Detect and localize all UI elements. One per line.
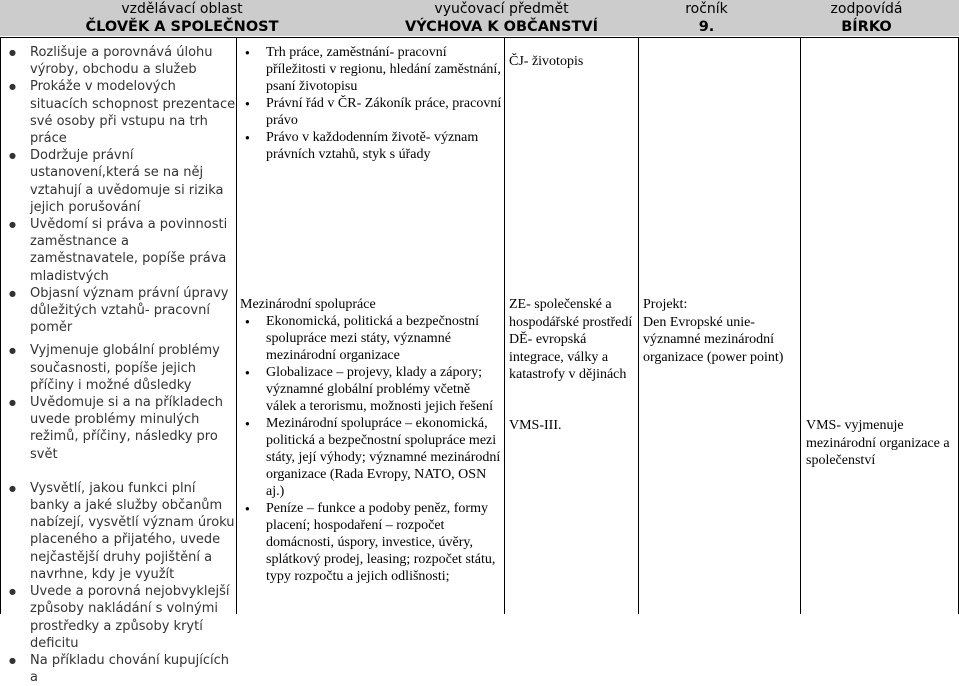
- content-item: ● Právo v každodenním životě- význam právních vztahů, styk s úřady: [240, 129, 502, 163]
- outcome-item: ● Uvede a porovná nejobvyklejší způsoby nakládání s volnými prostředky a způsoby krytí deficitu: [4, 583, 236, 652]
- outcome-item: ● Na příkladu chování kupujících a: [4, 652, 236, 686]
- header-cell-grade: [639, 0, 774, 36]
- header-label-area: vzdělávací oblast: [121, 1, 243, 17]
- content-item: ● Ekonomická, politická a bezpečnostní spolupráce mezi státy, významné mezinárodní organizace: [240, 313, 502, 364]
- content-item: ● Právní řád v ČR- Zákoník práce, pracovní právo: [240, 95, 502, 129]
- table-top-border: [0, 37, 959, 38]
- outcome-item: ● Uvědomí si práva a povinnosti zaměstnance a zaměstnavatele, popíše práva mladistvých: [4, 216, 236, 285]
- crosslink-1: ČJ- životopis: [509, 54, 584, 69]
- outcomes-list-1: [4, 44, 236, 336]
- notes-text: VMS- vyjmenuje mezinárodní organizace a společenství: [806, 418, 950, 468]
- header-cell-area: [0, 0, 364, 36]
- outcome-item: ● Uvědomuje si a na příkladech uvede problémy minulých režimů, příčiny, následky pro svět: [4, 394, 236, 463]
- column-divider: [638, 37, 639, 614]
- crosslink-line: DĚ- evropská integrace, války a katastrofy v dějinách: [509, 332, 627, 382]
- content-item: ● Globalizace – projevy, klady a zápory; významné globální problémy včetně válek a terorismu, možnosti jejich řešení: [240, 364, 502, 415]
- column-divider: [504, 37, 505, 614]
- content-item: ● Mezinárodní spolupráce – ekonomická, politická a bezpečnostní spolupráce mezi státy, její výhody; významné mezinárodní organizace (Rada Evropy, NATO, OSN aj.): [240, 415, 502, 500]
- outcome-item: ● Vyjmenuje globální problémy současnosti, popíše jejich příčiny i možné důsledky: [4, 342, 236, 394]
- header-label-subject: vyučovací předmět: [434, 1, 569, 17]
- header-value-area: ČLOVĚK A SPOLEČNOST: [85, 19, 279, 35]
- crosslink-3: VMS-III.: [509, 418, 562, 433]
- header-value-responsible: BÍRKO: [841, 19, 892, 35]
- content-list-1: [240, 44, 502, 163]
- content-item: ● Trh práce, zaměstnání- pracovní příležitosti v regionu, hledání zaměstnání, psaní životopisu: [240, 44, 502, 95]
- outcome-item: ● Rozlišuje a porovnává úlohu výroby, obchodu a služeb: [4, 44, 236, 78]
- outcome-item: ● Dodržuje právní ustanovení,která se na něj vztahují a uvědomuje si rizika jejich porušování: [4, 147, 236, 216]
- content-list-2: [240, 313, 502, 585]
- header-label-grade: ročník: [685, 1, 728, 17]
- header-value-grade: 9.: [698, 19, 715, 35]
- crosslink-2: [509, 296, 637, 384]
- content-column-bottom: [240, 296, 502, 585]
- column-divider: [0, 37, 1, 614]
- outcomes-list-3: [4, 480, 236, 686]
- content-column-top: [240, 44, 502, 163]
- project-label: Projekt:: [643, 297, 688, 312]
- section-title: Mezinárodní spolupráce: [240, 297, 376, 312]
- project-note: [643, 296, 797, 366]
- header-band: [0, 0, 959, 36]
- header-label-responsible: zodpovídá: [830, 1, 903, 17]
- outcome-item: ● Objasní význam právní úpravy důležitých vztahů- pracovní poměr: [4, 285, 236, 337]
- outcome-item: ● Prokáže v modelových situacích schopnost prezentace své osoby při vstupu na trh práce: [4, 78, 236, 147]
- outcomes-list-2: [4, 342, 236, 462]
- header-cell-subject: [364, 0, 639, 36]
- outcomes-column: [4, 44, 236, 686]
- crosslink-line: ZE- společenské a hospodářské prostředí: [509, 297, 633, 330]
- header-cell-responsible: [774, 0, 959, 36]
- project-text: Den Evropské unie- významné mezinárodní organizace (power point): [643, 314, 784, 365]
- column-divider: [800, 37, 801, 614]
- column-divider: [236, 37, 237, 614]
- header-value-subject: VÝCHOVA K OBČANSTVÍ: [404, 19, 599, 35]
- content-item: ● Peníze – funkce a podoby peněz, formy placení; hospodaření – rozpočet domácnosti, úspory, investice, úvěry, splátkový prodej, leasing; rozpočet státu, typy rozpočtu a jejich odlišnosti;: [240, 500, 502, 585]
- outcome-item: ● Vysvětlí, jakou funkci plní banky a jaké služby občanům nabízejí, vysvětlí význam úroku placeného a přijatého, uvede nejčastější druhy pojištění a navrhne, kdy je využít: [4, 480, 236, 583]
